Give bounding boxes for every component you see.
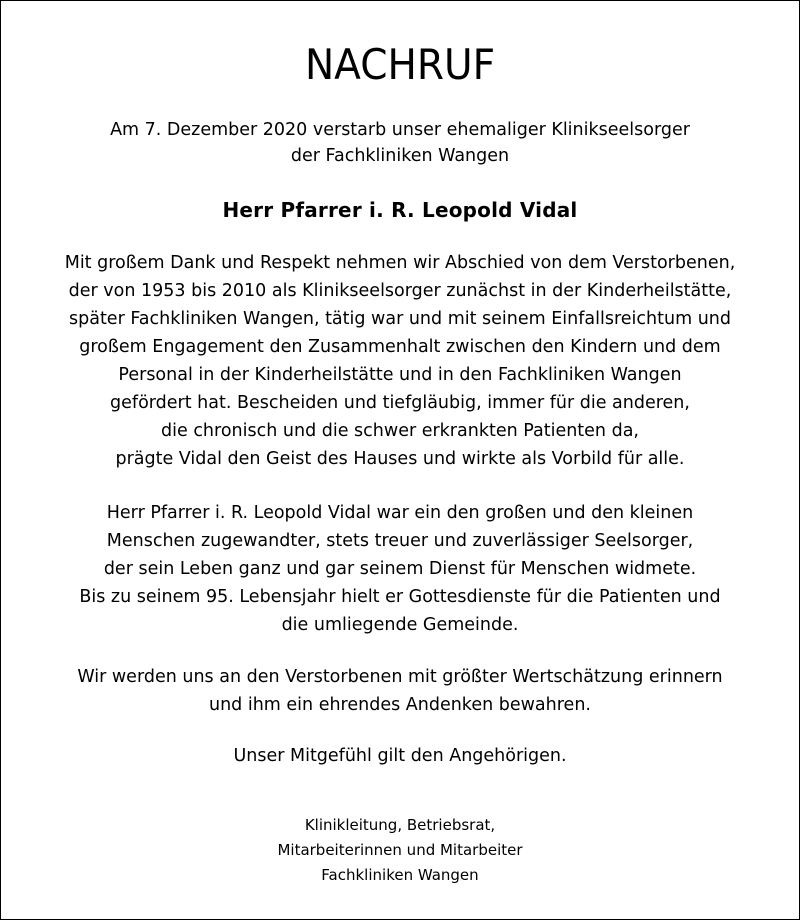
paragraph-2-line: Herr Pfarrer i. R. Leopold Vidal war ein den großen und den kleinen (106, 503, 694, 523)
paragraph-2-line: der sein Leben ganz und gar seinem Dienst für Menschen widmete. (103, 559, 697, 579)
paragraph-1-line: Mit großem Dank und Respekt nehmen wir Abschied von dem Verstorbenen, (64, 253, 736, 273)
intro-line: Am 7. Dezember 2020 verstarb unser ehemaliger Klinikseelsorger (110, 120, 690, 140)
signature-line: Fachkliniken Wangen (321, 866, 479, 884)
paragraph-2-line: Menschen zugewandter, stets treuer und zuverlässiger Seelsorger, (106, 531, 694, 551)
paragraph-2-line: Bis zu seinem 95. Lebensjahr hielt er Gottesdienste für die Patienten und (79, 587, 721, 607)
paragraph-1-line: prägte Vidal den Geist des Hauses und wirkte als Vorbild für alle. (115, 449, 685, 469)
paragraph-1-line: später Fachkliniken Wangen, tätig war und mit seinem Einfallsreichtum und (69, 309, 731, 329)
signature-line: Klinikleitung, Betriebsrat, (304, 816, 496, 834)
paragraph-1-line: die chronisch und die schwer erkrankten Patienten da, (161, 421, 639, 441)
paragraph-3-line: und ihm ein ehrendes Andenken bewahren. (209, 695, 591, 715)
paragraph-1-line: der von 1953 bis 2010 als Klinikseelsorger zunächst in der Kinderheilstätte, (68, 281, 732, 301)
intro-line: der Fachkliniken Wangen (290, 146, 510, 166)
paragraph-1-line: großem Engagement den Zusammenhalt zwischen den Kindern und dem (79, 337, 721, 357)
paragraph-1-line: gefördert hat. Bescheiden und tiefgläubig, immer für die anderen, (110, 393, 690, 413)
deceased-name: Herr Pfarrer i. R. Leopold Vidal (222, 198, 578, 222)
paragraph-1-line: Personal in der Kinderheilstätte und in den Fachkliniken Wangen (118, 365, 682, 385)
condolence-line: Unser Mitgefühl gilt den Angehörigen. (233, 746, 567, 766)
obituary-title: NACHRUF (304, 40, 496, 89)
paragraph-3-line: Wir werden uns an den Verstorbenen mit größter Wertschätzung erinnern (77, 667, 723, 687)
signature-line: Mitarbeiterinnen und Mitarbeiter (277, 841, 523, 859)
paragraph-2-line: die umliegende Gemeinde. (281, 615, 519, 635)
